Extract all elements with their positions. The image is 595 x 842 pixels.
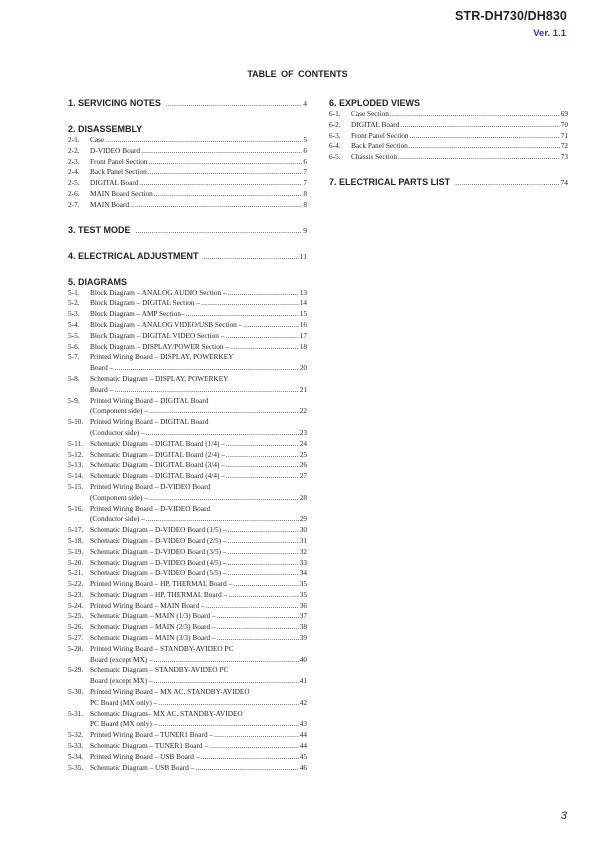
- entry-page: 33: [299, 557, 307, 567]
- toc-entry[interactable]: [68, 687, 307, 698]
- dot-leader: [226, 439, 299, 450]
- entry-title: Case: [90, 135, 105, 144]
- entry-number: 5-31.: [68, 708, 84, 718]
- entry-page: 35: [299, 579, 307, 589]
- entry-page: 17: [299, 330, 307, 340]
- entry-page: 46: [299, 762, 307, 772]
- entry-title: Block Diagram – DISPLAY/POWER Section –: [90, 341, 229, 351]
- toc-entry[interactable]: [68, 178, 307, 189]
- toc-entry[interactable]: [68, 157, 307, 168]
- toc-entry[interactable]: [68, 579, 307, 590]
- toc-entry[interactable]: [68, 622, 307, 633]
- entry-number: 5-21.: [68, 568, 84, 578]
- entry-page: 42: [299, 697, 307, 707]
- entry-title: DIGITAL Board: [90, 178, 139, 188]
- dot-leader: [149, 493, 299, 504]
- dot-leader: [136, 225, 303, 237]
- toc-entry[interactable]: [68, 331, 307, 342]
- entry-page: 24: [299, 438, 307, 448]
- toc-entry[interactable]: [68, 601, 307, 612]
- dot-leader: [149, 406, 299, 417]
- toc-entry[interactable]: [68, 482, 307, 493]
- toc-entry[interactable]: [68, 396, 307, 407]
- dot-leader: [228, 558, 299, 569]
- entry-page: 13: [299, 287, 307, 297]
- section-title: 6. EXPLODED VIEWS: [329, 98, 421, 108]
- entry-title: Front Panel Section: [90, 156, 148, 166]
- toc-entry[interactable]: [68, 763, 307, 774]
- entry-page: 28: [299, 492, 307, 502]
- dot-leader: [154, 189, 303, 200]
- entry-title: Schematic Diagram – DISPLAY, POWERKEY: [90, 373, 229, 383]
- entry-number: 6-1.: [329, 109, 341, 118]
- entry-number: 5-14.: [68, 471, 84, 481]
- toc-section-7[interactable]: [329, 176, 568, 189]
- entry-page: 20: [299, 363, 307, 373]
- toc-entry[interactable]: [329, 120, 568, 131]
- dot-leader: [166, 98, 302, 110]
- entry-number: 5-29.: [68, 665, 84, 675]
- toc-entry-continuation[interactable]: [68, 428, 307, 439]
- entry-page: 32: [299, 546, 307, 556]
- toc-entry[interactable]: [329, 141, 568, 152]
- dot-leader: [400, 120, 559, 131]
- toc-section-1[interactable]: [68, 97, 307, 110]
- entry-title: Schematic Diagram – MAIN (3/3) Board –: [90, 633, 216, 643]
- toc-list-diagrams: [68, 288, 307, 774]
- dot-leader: [149, 157, 303, 168]
- entry-page: 8: [303, 199, 307, 209]
- toc-entry[interactable]: [68, 298, 307, 309]
- entry-number: 2-7.: [68, 199, 80, 209]
- dot-leader: [233, 579, 298, 590]
- entry-title-continued: (Component side) –: [90, 406, 148, 416]
- entry-title: Schematic Diagram – DIGITAL Board (2/4) –: [90, 449, 225, 459]
- dot-leader: [206, 601, 299, 612]
- dot-leader: [130, 200, 302, 211]
- dot-leader: [390, 109, 560, 120]
- entry-number: 5-3.: [68, 309, 80, 319]
- entry-page: 16: [299, 319, 307, 329]
- entry-number: 5-18.: [68, 535, 84, 545]
- entry-number: 5-32.: [68, 730, 84, 740]
- dot-leader: [228, 525, 299, 536]
- entry-page: 44: [299, 730, 307, 740]
- entry-page: 72: [560, 141, 568, 151]
- toc-entry[interactable]: [68, 460, 307, 471]
- section-title: 1. SERVICING NOTES: [68, 98, 161, 108]
- entry-number: 5-5.: [68, 330, 80, 340]
- entry-title-continued: (Conductor side) –: [90, 427, 145, 437]
- entry-page: 34: [299, 568, 307, 578]
- dot-leader: [226, 450, 299, 461]
- dot-leader: [243, 320, 298, 331]
- entry-title-continued: (Component side) –: [90, 492, 148, 502]
- dot-leader: [114, 363, 298, 374]
- entry-title: Schematic Diagram – DIGITAL Board (3/4) –: [90, 460, 225, 470]
- entry-page: 35: [299, 589, 307, 599]
- entry-title-continued: (Conductor side) –: [90, 514, 145, 524]
- dot-leader: [154, 676, 299, 687]
- entry-number: 5-25.: [68, 611, 84, 621]
- entry-title: MAIN Board Section: [90, 188, 153, 198]
- entry-number: 5-10.: [68, 417, 84, 427]
- toc-entry[interactable]: [68, 417, 307, 428]
- toc-entry-continuation[interactable]: [68, 363, 307, 374]
- toc-entry-continuation[interactable]: [68, 676, 307, 687]
- entry-number: 5-2.: [68, 298, 80, 308]
- entry-title-continued: Board (except MX) –: [90, 676, 153, 686]
- entry-title: Printed Wiring Board – HP, THERMAL Board –: [90, 579, 233, 589]
- entry-title: Block Diagram – AMP Section–: [90, 309, 185, 319]
- dot-leader: [148, 167, 303, 178]
- entry-number: 5-17.: [68, 525, 84, 535]
- dot-leader: [139, 178, 302, 189]
- dot-leader: [141, 146, 302, 157]
- entry-number: 5-19.: [68, 546, 84, 556]
- dot-leader: [228, 536, 299, 547]
- entry-number: 6-4.: [329, 141, 341, 151]
- entry-page: 6: [303, 145, 307, 155]
- entry-title-continued: PC Board (MX only) –: [90, 697, 158, 707]
- entry-title: Schematic Diagram – D-VIDEO Board (4/5) –: [90, 557, 227, 567]
- toc-entry[interactable]: [68, 189, 307, 200]
- toc-entry[interactable]: [68, 309, 307, 320]
- entry-number: 5-28.: [68, 643, 84, 653]
- entry-title: Schematic Diagram – MAIN (2/3) Board –: [90, 622, 216, 632]
- entry-page: 25: [299, 449, 307, 459]
- entry-page: 26: [299, 460, 307, 470]
- dot-leader: [225, 331, 298, 342]
- section-title: 4. ELECTRICAL ADJUSTMENT: [68, 250, 199, 261]
- toc-entry[interactable]: [68, 146, 307, 157]
- entry-page: 7: [303, 167, 307, 177]
- dot-leader: [201, 298, 299, 309]
- entry-title: D-VIDEO Board: [90, 145, 141, 155]
- entry-title: Block Diagram – ANALOG VIDEO/USB Section –: [90, 319, 243, 329]
- toc-entry[interactable]: [68, 374, 307, 385]
- entry-page: 14: [299, 298, 307, 308]
- toc-entry[interactable]: [68, 644, 307, 655]
- toc-entry[interactable]: [68, 342, 307, 353]
- toc-entry[interactable]: [68, 504, 307, 515]
- toc-entry[interactable]: [68, 741, 307, 752]
- dot-leader: [230, 342, 299, 353]
- entry-title: Printed Wiring Board – MX AC, STANDBY-AVIDEO: [90, 687, 250, 697]
- toc-title: TABLE OF CONTENTS: [247, 69, 348, 79]
- entry-page: 73: [560, 152, 568, 162]
- toc-entry[interactable]: [68, 450, 307, 461]
- dot-leader: [398, 152, 560, 163]
- entry-title: Printed Wiring Board – MAIN Board –: [90, 600, 205, 610]
- section-title: 3. TEST MODE: [68, 224, 131, 235]
- entry-page: 30: [299, 525, 307, 535]
- entry-number: 5-33.: [68, 741, 84, 751]
- dot-leader: [217, 611, 299, 622]
- dot-leader: [226, 471, 299, 482]
- toc-list-disassembly: [68, 135, 307, 211]
- entry-title: Back Panel Section: [90, 167, 147, 177]
- entry-number: 5-9.: [68, 395, 80, 405]
- entry-number: 2-2.: [68, 145, 80, 155]
- toc-section-6[interactable]: [329, 97, 568, 109]
- version-label: Ver. 1.1: [533, 28, 566, 39]
- dot-leader: [228, 590, 299, 601]
- entry-page: 31: [299, 535, 307, 545]
- dot-leader: [217, 633, 299, 644]
- toc-entry[interactable]: [329, 131, 568, 142]
- entry-number: 6-3.: [329, 130, 341, 140]
- dot-leader: [114, 385, 298, 396]
- toc-entry[interactable]: [68, 547, 307, 558]
- entry-title: Schematic Diagram – USB Board –: [90, 762, 195, 772]
- dot-leader: [105, 135, 302, 146]
- dot-leader: [228, 288, 299, 299]
- entry-title: Printed Wiring Board – DIGITAL Board: [90, 395, 209, 405]
- toc-entry-continuation[interactable]: [68, 655, 307, 666]
- toc-entry[interactable]: [68, 471, 307, 482]
- dot-leader: [154, 655, 299, 666]
- dot-leader: [410, 131, 560, 142]
- dot-leader: [228, 547, 299, 558]
- section-page: 4: [303, 99, 307, 108]
- toc-entry[interactable]: [68, 568, 307, 579]
- toc-entry[interactable]: [68, 590, 307, 601]
- dot-leader: [209, 741, 299, 752]
- entry-page: 38: [299, 622, 307, 632]
- entry-title: Printed Wiring Board – DISPLAY, POWERKEY: [90, 352, 234, 362]
- toc-entry[interactable]: [329, 109, 568, 120]
- section-title: 7. ELECTRICAL PARTS LIST: [329, 176, 451, 187]
- entry-title: Schematic Diagram – D-VIDEO Board (3/5) –: [90, 546, 227, 556]
- entry-title: Schematic Diagram – D-VIDEO Board (1/5) –: [90, 525, 227, 535]
- entry-title-continued: Board –: [90, 363, 114, 373]
- entry-page: 7: [303, 178, 307, 188]
- entry-title: Schematic Diagram – HP, THERMAL Board –: [90, 589, 228, 599]
- entry-number: 6-2.: [329, 119, 341, 129]
- entry-number: 5-12.: [68, 449, 84, 459]
- entry-page: 70: [560, 119, 568, 129]
- entry-page: 43: [299, 719, 307, 729]
- entry-number: 5-1.: [68, 287, 80, 297]
- entry-page: 45: [299, 751, 307, 761]
- entry-title: Schematic Diagram – DIGITAL Board (4/4) –: [90, 471, 225, 481]
- toc-entry[interactable]: [68, 135, 307, 146]
- entry-title: Printed Wiring Board – USB Board –: [90, 751, 200, 761]
- entry-number: 5-26.: [68, 622, 84, 632]
- entry-number: 2-1.: [68, 135, 80, 144]
- toc-entry[interactable]: [68, 288, 307, 299]
- toc-entry[interactable]: [68, 730, 307, 741]
- entry-number: 5-11.: [68, 438, 83, 448]
- dot-leader: [195, 763, 298, 774]
- entry-number: 5-23.: [68, 589, 84, 599]
- entry-number: 2-4.: [68, 167, 80, 177]
- entry-title: Schematic Diagram – D-VIDEO Board (5/5) –: [90, 568, 227, 578]
- entry-number: 5-34.: [68, 751, 84, 761]
- section-page: 74: [560, 177, 568, 187]
- toc-entry[interactable]: [68, 167, 307, 178]
- toc-entry[interactable]: [68, 752, 307, 763]
- entry-title: Schematic Diagram – MAIN (1/3) Board –: [90, 611, 216, 621]
- dot-leader: [204, 251, 299, 263]
- entry-title: Printed Wiring Board – D-VIDEO Board: [90, 503, 211, 513]
- entry-title: Block Diagram – ANALOG AUDIO Section –: [90, 287, 227, 297]
- entry-page: 22: [299, 406, 307, 416]
- entry-number: 5-7.: [68, 352, 80, 362]
- toc-list-exploded-views: [329, 109, 568, 163]
- entry-page: 18: [299, 341, 307, 351]
- section-page: 11: [299, 251, 307, 261]
- section-page: 9: [303, 225, 307, 235]
- entry-number: 5-4.: [68, 319, 80, 329]
- toc-entry[interactable]: [329, 152, 568, 163]
- toc-entry-continuation[interactable]: [68, 514, 307, 525]
- entry-number: 5-24.: [68, 600, 84, 610]
- dot-leader: [409, 141, 560, 152]
- dot-leader: [158, 719, 298, 730]
- entry-title: Block Diagram – DIGITAL Section –: [90, 298, 200, 308]
- entry-number: 5-6.: [68, 341, 80, 351]
- entry-number: 6-5.: [329, 152, 341, 162]
- entry-number: 5-8.: [68, 373, 80, 383]
- toc-entry-continuation[interactable]: [68, 385, 307, 396]
- dot-leader: [146, 428, 299, 439]
- entry-title: Chassis Section: [351, 152, 398, 162]
- dot-leader: [146, 514, 299, 525]
- toc-entry[interactable]: [68, 439, 307, 450]
- toc-section-5[interactable]: [68, 276, 307, 288]
- dot-leader: [217, 622, 299, 633]
- entry-title: Front Panel Section: [351, 130, 409, 140]
- toc-right-column: [329, 97, 568, 189]
- entry-number: 5-16.: [68, 503, 84, 513]
- entry-title: Schematic Diagram – D-VIDEO Board (2/5) –: [90, 535, 227, 545]
- entry-title: Schematic Diagram – STANDBY-AVIDEO PC: [90, 665, 229, 675]
- entry-page: 41: [299, 676, 307, 686]
- entry-page: 40: [299, 654, 307, 664]
- entry-page: 36: [299, 600, 307, 610]
- entry-number: 5-22.: [68, 579, 84, 589]
- entry-title-continued: PC Board (MX only) –: [90, 719, 158, 729]
- dot-leader: [200, 752, 298, 763]
- dot-leader: [158, 698, 298, 709]
- entry-number: 5-30.: [68, 687, 84, 697]
- entry-number: 5-35.: [68, 762, 84, 772]
- entry-page: 27: [299, 471, 307, 481]
- section-title: 5. DIAGRAMS: [68, 276, 128, 287]
- entry-number: 5-13.: [68, 460, 84, 470]
- entry-title: Schematic Diagram– MX AC, STANDBY-AVIDEO: [90, 708, 243, 718]
- toc-entry[interactable]: [68, 558, 307, 569]
- entry-page: 39: [299, 633, 307, 643]
- entry-title-continued: Board (except MX) –: [90, 654, 153, 664]
- entry-title: Printed Wiring Board – STANDBY-AVIDEO PC: [90, 643, 234, 653]
- entry-title: Back Panel Section: [351, 141, 408, 151]
- entry-title: Schematic Diagram – TUNER1 Board –: [90, 741, 209, 751]
- section-title: 2. DISASSEMBLY: [68, 124, 143, 134]
- entry-title-continued: Board –: [90, 384, 114, 394]
- toc-left-column: [68, 97, 307, 773]
- entry-number: 2-6.: [68, 188, 80, 198]
- entry-page: 21: [299, 384, 307, 394]
- entry-title: Case Section: [351, 109, 389, 118]
- toc-entry-continuation[interactable]: [68, 493, 307, 504]
- entry-title: Schematic Diagram – DIGITAL Board (1/4) –: [90, 438, 225, 448]
- entry-title: DIGITAL Board: [351, 119, 400, 129]
- entry-page: 71: [560, 130, 568, 140]
- entry-title: Block Diagram – DIGITAL VIDEO Section –: [90, 330, 225, 340]
- toc-entry-continuation[interactable]: [68, 406, 307, 417]
- model-title: STR-DH730/DH830: [455, 9, 567, 23]
- toc-entry-continuation[interactable]: [68, 698, 307, 709]
- toc-entry[interactable]: [68, 320, 307, 331]
- toc-entry-continuation[interactable]: [68, 719, 307, 730]
- dot-leader: [455, 177, 559, 189]
- entry-number: 5-27.: [68, 633, 84, 643]
- entry-number: 5-15.: [68, 481, 84, 491]
- dot-leader: [186, 309, 299, 320]
- dot-leader: [228, 568, 299, 579]
- entry-title: Printed Wiring Board – TUNER1 Board –: [90, 730, 214, 740]
- entry-number: 2-3.: [68, 156, 80, 166]
- entry-page: 8: [303, 188, 307, 198]
- entry-page: 23: [299, 427, 307, 437]
- entry-page: 29: [299, 514, 307, 524]
- toc-entry[interactable]: [68, 709, 307, 720]
- toc-entry[interactable]: [68, 665, 307, 676]
- dot-leader: [226, 460, 299, 471]
- toc-entry[interactable]: [68, 536, 307, 547]
- toc-entry[interactable]: [68, 525, 307, 536]
- toc-entry[interactable]: [68, 633, 307, 644]
- entry-page: 6: [303, 156, 307, 166]
- toc-entry[interactable]: [68, 611, 307, 622]
- toc-section-2[interactable]: [68, 123, 307, 135]
- entry-title: MAIN Board: [90, 199, 130, 209]
- toc-entry[interactable]: [68, 200, 307, 211]
- entry-page: 5: [303, 135, 307, 144]
- toc-section-3[interactable]: [68, 224, 307, 237]
- entry-title: Printed Wiring Board – D-VIDEO Board: [90, 481, 211, 491]
- entry-number: 5-20.: [68, 557, 84, 567]
- entry-page: 69: [560, 109, 568, 118]
- entry-page: 44: [299, 741, 307, 751]
- page-number: 3: [560, 810, 567, 822]
- entry-page: 15: [299, 309, 307, 319]
- entry-page: 37: [299, 611, 307, 621]
- toc-entry[interactable]: [68, 352, 307, 363]
- entry-title: Printed Wiring Board – DIGITAL Board: [90, 417, 209, 427]
- entry-number: 2-5.: [68, 178, 80, 188]
- toc-section-4[interactable]: [68, 250, 307, 263]
- dot-leader: [214, 730, 299, 741]
